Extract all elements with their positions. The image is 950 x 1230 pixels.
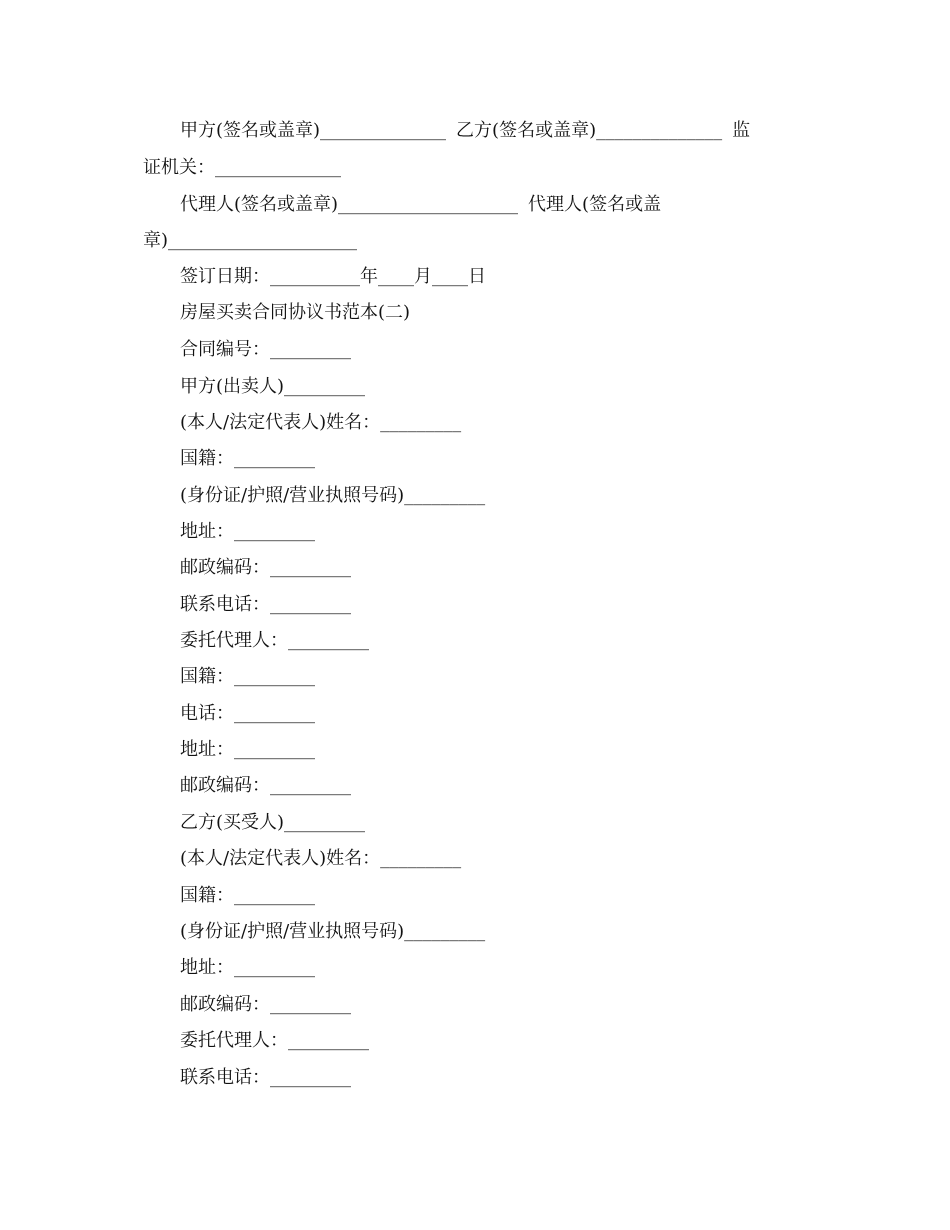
- sign-date: 签订日期：__________年____月____日: [180, 266, 486, 287]
- seller-agent-postcode: 邮政编码：_________: [180, 775, 351, 796]
- seller-postcode: 邮政编码：_________: [180, 557, 351, 578]
- witness-line: 证机关：______________: [143, 157, 341, 178]
- party-a-signature: 甲方(签名或盖章)______________: [180, 120, 447, 141]
- agent-b-signature-start: 代理人(签名或盖: [528, 194, 662, 215]
- witness-label-start: 监: [732, 120, 751, 141]
- seller-heading: 甲方(出卖人)_________: [180, 376, 366, 397]
- contract-number: 合同编号：_________: [180, 339, 351, 360]
- buyer-agent: 委托代理人：_________: [180, 1030, 369, 1051]
- seller-nationality: 国籍：_________: [180, 448, 315, 469]
- buyer-heading: 乙方(买受人)_________: [180, 812, 366, 833]
- agent-b-signature-end: 章)_____________________: [143, 230, 358, 251]
- seller-agent: 委托代理人：_________: [180, 630, 369, 651]
- seller-agent-address: 地址：_________: [180, 739, 315, 760]
- seller-id-number: (身份证/护照/营业执照号码)_________: [180, 485, 486, 506]
- seller-agent-phone: 电话：_________: [180, 703, 315, 724]
- seller-name: (本人/法定代表人)姓名：_________: [180, 412, 462, 433]
- buyer-name: (本人/法定代表人)姓名：_________: [180, 848, 462, 869]
- buyer-address: 地址：_________: [180, 957, 315, 978]
- seller-agent-nationality: 国籍：_________: [180, 666, 315, 687]
- party-signature-line: [180, 119, 750, 143]
- buyer-postcode: 邮政编码：_________: [180, 994, 351, 1015]
- contract-title: 房屋买卖合同协议书范本(二): [180, 302, 411, 323]
- buyer-nationality: 国籍：_________: [180, 885, 315, 906]
- agent-signature-line: [180, 193, 661, 217]
- agent-a-signature: 代理人(签名或盖章)____________________: [180, 194, 519, 215]
- party-b-signature: 乙方(签名或盖章)______________: [456, 120, 723, 141]
- buyer-phone: 联系电话：_________: [180, 1067, 351, 1088]
- seller-phone: 联系电话：_________: [180, 594, 351, 615]
- buyer-id-number: (身份证/护照/营业执照号码)_________: [180, 921, 486, 942]
- seller-address: 地址：_________: [180, 521, 315, 542]
